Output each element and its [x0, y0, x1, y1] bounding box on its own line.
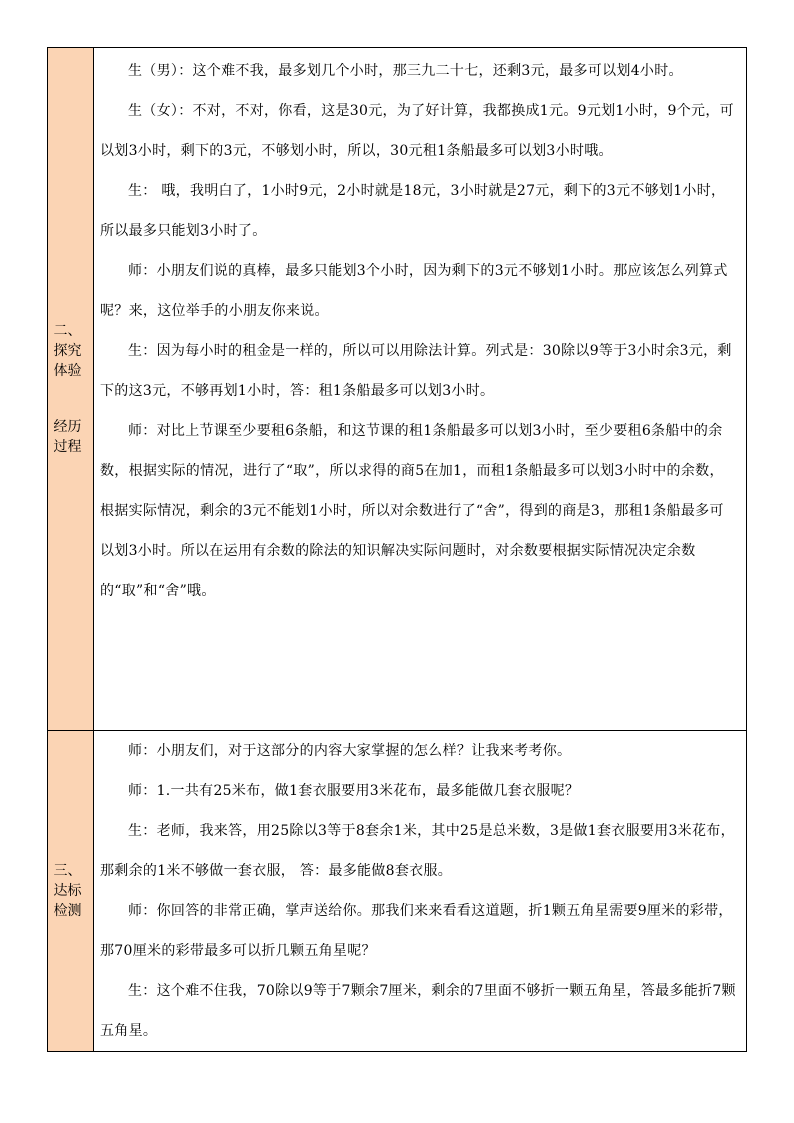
section-label-spacer: [54, 381, 88, 417]
dialogue-paragraph: 师：小朋友们说的真棒，最多只能划3个小时，因为剩下的3元不够划1小时。那应该怎么列算式呢？来，这位举手的小朋友你来说。: [100, 263, 728, 319]
dialogue-paragraph: 生（男）：这个难不我，最多划几个小时，那三九二十七，还剩3元，最多可以划4小时。: [128, 63, 683, 79]
section-label-line: 三、: [53, 863, 82, 879]
section-label-line: 体验: [53, 363, 82, 379]
dialogue-paragraph: 生：因为每小时的租金是一样的，所以可以用除法计算。列式是：30除以9等于3小时余3元，剩下的这3元，不够再划1小时，答：租1条船最多可以划3小时。: [100, 343, 732, 399]
section-label-line: 二、: [53, 323, 82, 339]
section-row-check: [48, 731, 747, 1052]
dialogue-paragraph: 生：老师，我来答，用25除以3等于8套余1米，其中25是总米数，3是做1套衣服要用3米花布，那剩余的1米不够做一套衣服， 答：最多能做8套衣服。: [100, 823, 735, 879]
section-content-cell: [94, 48, 747, 731]
section-label-line: 过程: [53, 439, 82, 455]
section-row-explore: [48, 48, 747, 731]
dialogue-paragraph: 师：小朋友们，对于这部分的内容大家掌握的怎么样？让我来考考你。: [128, 743, 572, 759]
section-label-line: 达标: [53, 883, 82, 899]
dialogue-paragraph: 师：你回答的非常正确，掌声送给你。那我们来来看看这道题，折1颗五角星需要9厘米的彩带，那70厘米的彩带最多可以折几颗五角星呢？: [100, 903, 733, 959]
section-content-cell: [94, 731, 747, 1052]
section-label-cell: [48, 731, 94, 1052]
lesson-plan-table: [47, 47, 747, 1052]
dialogue-paragraph: 师：对比上节课至少要租6条船，和这节课的租1条船最多可以划3小时，至少要租6条船中的余数，根据实际的情况，进行了“取”，所以求得的商5在加1，而租1条船最多可以划3小时中的余数，根据实际情况，剩余的3元不能划1小时，所以对余数进行了“舍”，得到的商是3，那租1条船最多可以划3小时。所以在运用有余数的除法的知识解决实际问题时，对余数要根据实际情况决定余数的“取”和“舍”哦。: [100, 423, 724, 599]
section-label-line: 检测: [53, 903, 82, 919]
section-label-line: 探究: [53, 343, 82, 359]
dialogue-paragraph: 生（女）：不对，不对，你看，这是30元，为了好计算，我都换成1元。9元划1小时，9个元，可以划3小时，剩下的3元，不够划小时，所以，30元租1条船最多可以划3小时哦。: [100, 103, 734, 159]
dialogue-paragraph: 生：这个难不住我，70除以9等于7颗余7厘米，剩余的7里面不够折一颗五角星，答最多能折7颗五角星。: [100, 983, 736, 1039]
dialogue-paragraph: 师：1.一共有25米布，做1套衣服要用3米花布，最多能做几套衣服呢？: [128, 783, 580, 799]
section-label-cell: [48, 48, 94, 731]
section-label-line: 经历: [53, 419, 82, 435]
dialogue-paragraph: 生： 哦，我明白了，1小时9元，2小时就是18元，3小时就是27元，剩下的3元不够划1小时，所以最多只能划3小时了。: [100, 183, 726, 239]
